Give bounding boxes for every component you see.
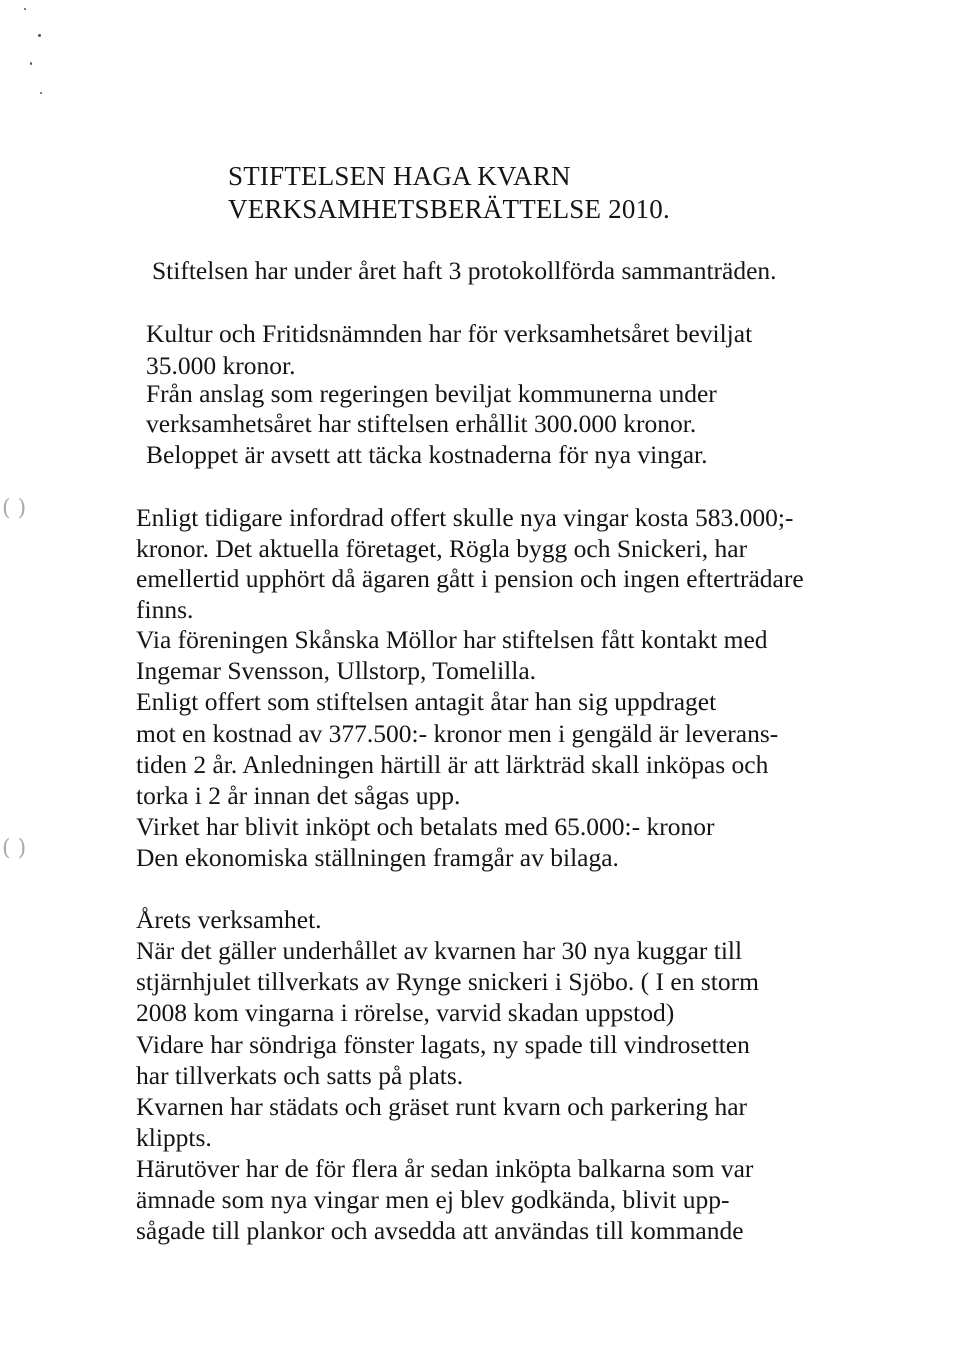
text-line: finns. bbox=[136, 595, 194, 624]
text-line: stjärnhjulet tillverkats av Rynge snickeri i Sjöbo. ( I en storm bbox=[136, 967, 759, 996]
text-line: Härutöver har de för flera år sedan inköpta balkarna som var bbox=[136, 1154, 754, 1183]
document-title-line: STIFTELSEN HAGA KVARN bbox=[228, 161, 571, 191]
text-line: emellertid upphört då ägaren gått i pension och ingen efterträdare bbox=[136, 564, 804, 593]
text-line: Via föreningen Skånska Möllor har stiftelsen fått kontakt med bbox=[136, 625, 768, 654]
text-line: har tillverkats och satts på plats. bbox=[136, 1061, 464, 1090]
text-line: Från anslag som regeringen beviljat kommunerna under bbox=[146, 379, 717, 408]
scan-speck bbox=[30, 62, 32, 65]
scan-speck bbox=[40, 92, 42, 94]
text-line: 35.000 kronor. bbox=[146, 351, 296, 380]
text-line: Kvarnen har städats och gräset runt kvarn och parkering har bbox=[136, 1092, 748, 1121]
text-line: kronor. Det aktuella företaget, Rögla bygg och Snickeri, har bbox=[136, 534, 748, 563]
document-title-line: VERKSAMHETSBERÄTTELSE 2010. bbox=[228, 194, 670, 224]
text-line: torka i 2 år innan det sågas upp. bbox=[136, 781, 461, 810]
text-line: tiden 2 år. Anledningen härtill är att lärkträd skall inköpas och bbox=[136, 750, 769, 779]
text-line: När det gäller underhållet av kvarnen har 30 nya kuggar till bbox=[136, 936, 743, 965]
text-line: Beloppet är avsett att täcka kostnaderna för nya vingar. bbox=[146, 440, 708, 469]
text-line: verksamhetsåret har stiftelsen erhållit 300.000 kronor. bbox=[146, 409, 697, 438]
text-line: ämnade som nya vingar men ej blev godkända, blivit upp- bbox=[136, 1185, 730, 1214]
text-line: Ingemar Svensson, Ullstorp, Tomelilla. bbox=[136, 656, 537, 685]
text-line: Kultur och Fritidsnämnden har för verksamhetsåret beviljat bbox=[146, 319, 753, 348]
text-line: klippts. bbox=[136, 1123, 212, 1152]
scan-speck bbox=[38, 34, 41, 37]
text-line: mot en kostnad av 377.500:- kronor men i gengäld är leverans- bbox=[136, 719, 779, 748]
scan-edge-mark: ( ) bbox=[2, 836, 27, 861]
text-line: Enligt offert som stiftelsen antagit åtar han sig uppdraget bbox=[136, 687, 717, 716]
scan-edge-mark: ( ) bbox=[2, 496, 27, 521]
section-heading: Årets verksamhet. bbox=[136, 905, 322, 934]
text-line: Vidare har söndriga fönster lagats, ny spade till vindrosetten bbox=[136, 1030, 750, 1059]
scan-speck bbox=[24, 8, 26, 10]
text-line: Virket har blivit inköpt och betalats med 65.000:- kronor bbox=[136, 812, 715, 841]
paragraph-meetings: Stiftelsen har under året haft 3 protokollförda sammanträden. bbox=[152, 256, 777, 285]
text-line: sågade till plankor och avsedda att användas till kommande bbox=[136, 1216, 744, 1245]
text-line: 2008 kom vingarna i rörelse, varvid skadan uppstod) bbox=[136, 998, 675, 1027]
text-line: Enligt tidigare infordrad offert skulle nya vingar kosta 583.000;- bbox=[136, 503, 794, 532]
text-line: Den ekonomiska ställningen framgår av bilaga. bbox=[136, 843, 619, 872]
